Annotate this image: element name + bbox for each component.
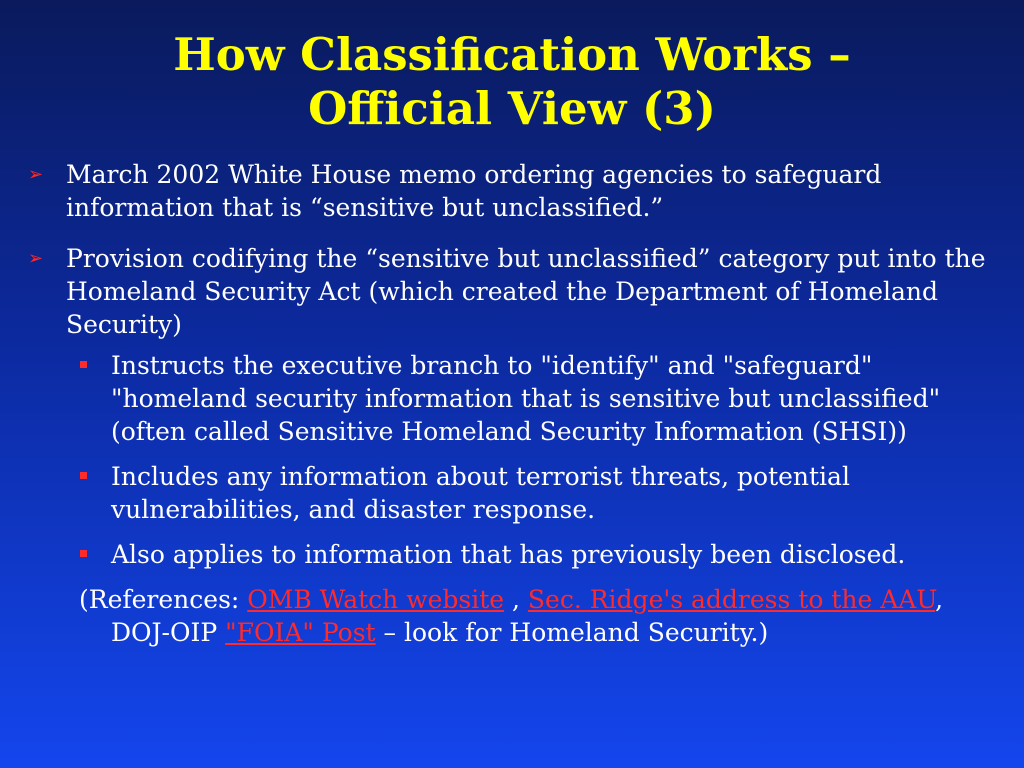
slide-title: [40, 28, 984, 136]
references-suffix: – look for Homeland Security.): [375, 618, 769, 647]
square-icon: [80, 361, 87, 368]
title-line-1: How Classification Works –: [173, 28, 851, 81]
ridge-address-link[interactable]: Sec. Ridge's address to the AAU: [527, 585, 936, 614]
sub-bullet-text: Includes any information about terrorist threats, potential vulnerabilities, and disaster response.: [111, 462, 850, 524]
references-separator-2: , DOJ-OIP: [111, 585, 944, 647]
square-icon: [80, 472, 87, 479]
omb-watch-link[interactable]: OMB Watch website: [247, 585, 505, 614]
sub-bullet-item: [26, 460, 1002, 526]
bullet-item: [26, 242, 1002, 341]
bullet-item: [26, 158, 1002, 224]
arrowhead-icon: ➢: [28, 248, 44, 269]
sub-bullet-item: [26, 538, 1002, 571]
square-icon: [80, 550, 87, 557]
references: [26, 583, 1002, 649]
sub-bullet-item: [26, 349, 1002, 448]
sub-bullet-text: Instructs the executive branch to "identify" and "safeguard" "homeland security information that is sensitive but unclassified" (often called Sensitive Homeland Security Information (SHSI)): [111, 351, 941, 446]
title-line-2: Official View (3): [308, 82, 716, 135]
references-prefix: (References:: [79, 585, 248, 614]
sub-bullet-text: Also applies to information that has previously been disclosed.: [111, 540, 906, 569]
bullet-text: Provision codifying the “sensitive but unclassified” category put into the Homeland Security Act (which created the Department of Homeland Security): [66, 244, 986, 339]
references-separator-1: ,: [504, 585, 528, 614]
arrowhead-icon: ➢: [28, 164, 44, 185]
foia-post-link[interactable]: "FOIA" Post: [225, 618, 376, 647]
bullet-text: March 2002 White House memo ordering agencies to safeguard information that is “sensitive but unclassified.”: [66, 160, 882, 222]
slide-content: [26, 158, 1002, 649]
